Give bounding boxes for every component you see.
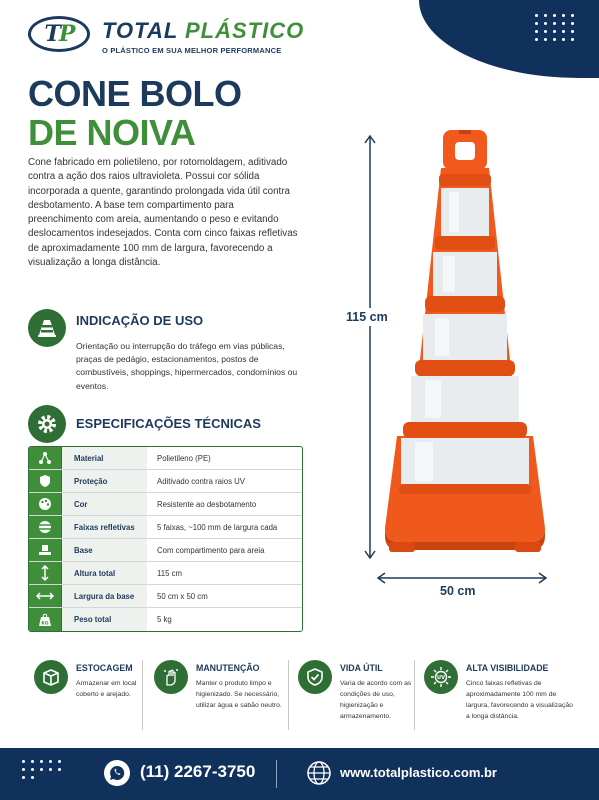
page-title-line2: DE NOIVA	[28, 112, 196, 153]
feature-storage	[34, 660, 174, 740]
feature-text: Varia de acordo com as condições de uso, higienização e armazenamento.	[340, 680, 412, 720]
shield-icon	[29, 470, 62, 492]
table-row	[29, 608, 302, 631]
feature-text: Armazenar em local coberto e arejado.	[76, 680, 137, 698]
product-description: Cone fabricado em polietileno, por rotomoldagem, aditivado contra a ação dos raios ultravioleta. Possui cor sólida incorporada a quente, garantindo prolongada vida útil contra desbotamento. A base tem compartimento para preenchimento com areia, aumentando o peso e evitando deslocamentos indesejados. Conta com cinco faixas refletivas de aproximadamente 100 mm de largura, favorecendo a visualização a longa distância.	[28, 157, 298, 269]
spec-label: Faixas refletivas	[62, 516, 147, 538]
table-row	[29, 539, 302, 562]
feature-text: Manter o produto limpo e higienizado. Se necessário, utilizar água e sabão neutro.	[196, 680, 282, 709]
spec-value: 5 kg	[157, 615, 172, 624]
usage-title: INDICAÇÃO DE USO	[76, 313, 204, 328]
shield-check-icon	[298, 660, 332, 694]
sun-uv-icon	[424, 660, 458, 694]
dot-grid-icon	[535, 14, 575, 41]
specs-title: ESPECIFICAÇÕES TÉCNICAS	[76, 416, 261, 431]
spec-label: Material	[62, 447, 147, 469]
traffic-cone-icon	[28, 309, 66, 347]
feature-maintenance	[154, 660, 294, 740]
height-icon	[29, 562, 62, 584]
height-label: 115 cm	[346, 310, 388, 324]
hand-clean-icon	[154, 660, 188, 694]
website-link[interactable]: www.totalplastico.com.br	[340, 765, 497, 780]
divider	[276, 760, 277, 788]
phone-number[interactable]: (11) 2267-3750	[140, 762, 256, 781]
molecule-icon	[29, 447, 62, 469]
gear-icon	[28, 405, 66, 443]
table-row	[29, 470, 302, 493]
feature-text: Cinco faixas refletivas de aproximadamente 100 mm de largura, favorecendo a visualização a longa distância.	[466, 680, 573, 720]
box-icon	[34, 660, 68, 694]
specs-table	[28, 446, 303, 632]
spec-label: Proteção	[62, 470, 147, 492]
feature-title: VIDA ÚTIL	[340, 663, 383, 673]
spec-value: 115 cm	[157, 568, 182, 578]
weight-icon	[29, 608, 62, 631]
feature-title: MANUTENÇÃO	[196, 663, 260, 673]
spec-value: Aditivado contra raios UV	[157, 476, 245, 486]
feature-title: ALTA VISIBILIDADE	[466, 663, 549, 673]
brand-logo: TP	[28, 16, 90, 52]
table-row	[29, 585, 302, 608]
width-icon	[29, 585, 62, 607]
spec-label: Altura total	[62, 562, 147, 584]
divider	[414, 660, 415, 730]
spec-value: 50 cm x 50 cm	[157, 591, 208, 601]
globe-icon	[306, 760, 332, 791]
feature-title: ESTOCAGEM	[76, 663, 133, 673]
stripes-icon	[29, 516, 62, 538]
table-row	[29, 493, 302, 516]
spec-label: Cor	[62, 493, 147, 515]
table-row	[29, 516, 302, 539]
palette-icon	[29, 493, 62, 515]
width-label: 50 cm	[440, 584, 476, 598]
brand-name: TOTAL PLÁSTICO	[102, 18, 305, 43]
feature-visibility	[424, 660, 573, 740]
table-row	[29, 562, 302, 585]
divider	[288, 660, 289, 730]
divider	[142, 660, 143, 730]
svg-text:KG: KG	[41, 621, 49, 626]
table-row	[29, 447, 302, 470]
svg-text:UV: UV	[437, 675, 445, 681]
header-corner-decoration	[419, 0, 599, 78]
traffic-cone-image	[375, 128, 555, 560]
footer	[0, 748, 599, 800]
spec-value: Resistente ao desbotamento	[157, 499, 257, 509]
spec-value: Polietileno (PE)	[157, 453, 211, 463]
whatsapp-icon[interactable]	[104, 760, 130, 786]
spec-label: Peso total	[62, 608, 147, 631]
brand-tagline: O PLÁSTICO EM SUA MELHOR PERFORMANCE	[102, 46, 282, 55]
usage-text: Orientação ou interrupção do tráfego em vias públicas, praças de pedágio, estacionamentos, postos de combustíveis, shoppings, hipermercados, condomínios ou eventos.	[76, 341, 298, 391]
dot-grid-icon	[22, 760, 62, 779]
spec-label: Base	[62, 539, 147, 561]
feature-lifespan	[298, 660, 438, 740]
page-title-line1: CONE BOLO	[28, 73, 242, 114]
spec-value: 5 faixas, ~100 mm de largura cada	[157, 522, 278, 532]
base-icon	[29, 539, 62, 561]
spec-label: Largura da base	[62, 585, 147, 607]
spec-value: Com compartimento para areia	[157, 545, 265, 555]
